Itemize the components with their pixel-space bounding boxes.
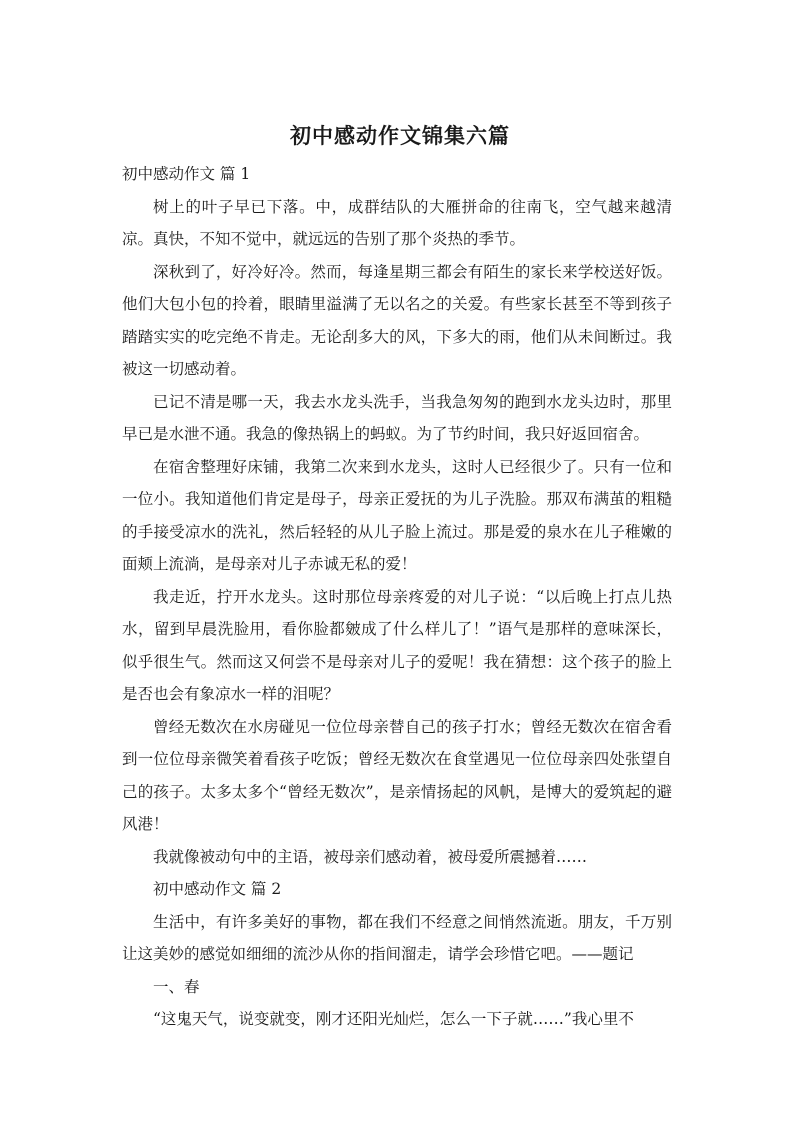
paragraph: 曾经无数次在水房碰见一位位母亲替自己的孩子打水；曾经无数次在宿舍看到一位位母亲微笑着看孩子吃饭；曾经无数次在食堂遇见一位位母亲四处张望自己的孩子。太多太多个“曾经无数次”，是亲情扬起的风帆，是博大的爱筑起的避风港！ — [122, 717, 672, 833]
paragraph: 一、春 — [153, 977, 200, 996]
paragraph: 我走近，拧开水龙头。这时那位母亲疼爱的对儿子说：“以后晚上打点儿热水，留到早晨洗脸用，看你脸都皴成了什么样儿了！”语气是那样的意味深长，似乎很生气。然而这又何尝不是母亲对儿子的爱呢！我在猜想：这个孩子的脸上是否也会有象凉水一样的泪呢？ — [122, 587, 672, 703]
section-1-heading: 初中感动作文 篇 1 — [122, 165, 251, 183]
paragraph: 已记不清是哪一天，我去水龙头洗手，当我急匆匆的跑到水龙头边时，那里早已是水泄不通。我急的像热锅上的蚂蚁。为了节约时间，我只好返回宿舍。 — [122, 392, 672, 443]
paragraph: 在宿舍整理好床铺，我第二次来到水龙头，这时人已经很少了。只有一位和一位小。我知道他们肯定是母子，母亲正爱抚的为儿子洗脸。那双布满茧的粗糙的手接受凉水的洗礼，然后轻轻的从儿子脸上流过。那是爱的泉水在儿子稚嫩的面颊上流淌，是母亲对儿子赤诚无私的爱！ — [122, 457, 672, 573]
document-body — [122, 158, 672, 1036]
section-2-heading: 初中感动作文 篇 2 — [153, 880, 282, 898]
paragraph: 我就像被动句中的主语，被母亲们感动着，被母爱所震撼着…… — [153, 847, 588, 866]
document-title: 初中感动作文锦集六篇 — [290, 123, 510, 148]
paragraph: 深秋到了，好冷好冷。然而，每逢星期三都会有陌生的家长来学校送好饭。他们大包小包的拎着，眼睛里溢满了无以名之的关爱。有些家长甚至不等到孩子踏踏实实的吃完绝不肯走。无论刮多大的风，下多大的雨，他们从未间断过。我被这一切感动着。 — [122, 262, 672, 378]
paragraph: 树上的叶子早已下落。中，成群结队的大雁拼命的往南飞，空气越来越清凉。真快，不知不觉中，就远远的告别了那个炎热的季节。 — [122, 197, 672, 248]
paragraph: “这鬼天气，说变就变，刚才还阳光灿烂，怎么一下子就……”我心里不 — [153, 1010, 634, 1028]
paragraph: 生活中，有许多美好的事物，都在我们不经意之间悄然流逝。朋友，千万别让这美妙的感觉如细细的流沙从你的指间溜走，请学会珍惜它吧。——题记 — [122, 912, 672, 963]
